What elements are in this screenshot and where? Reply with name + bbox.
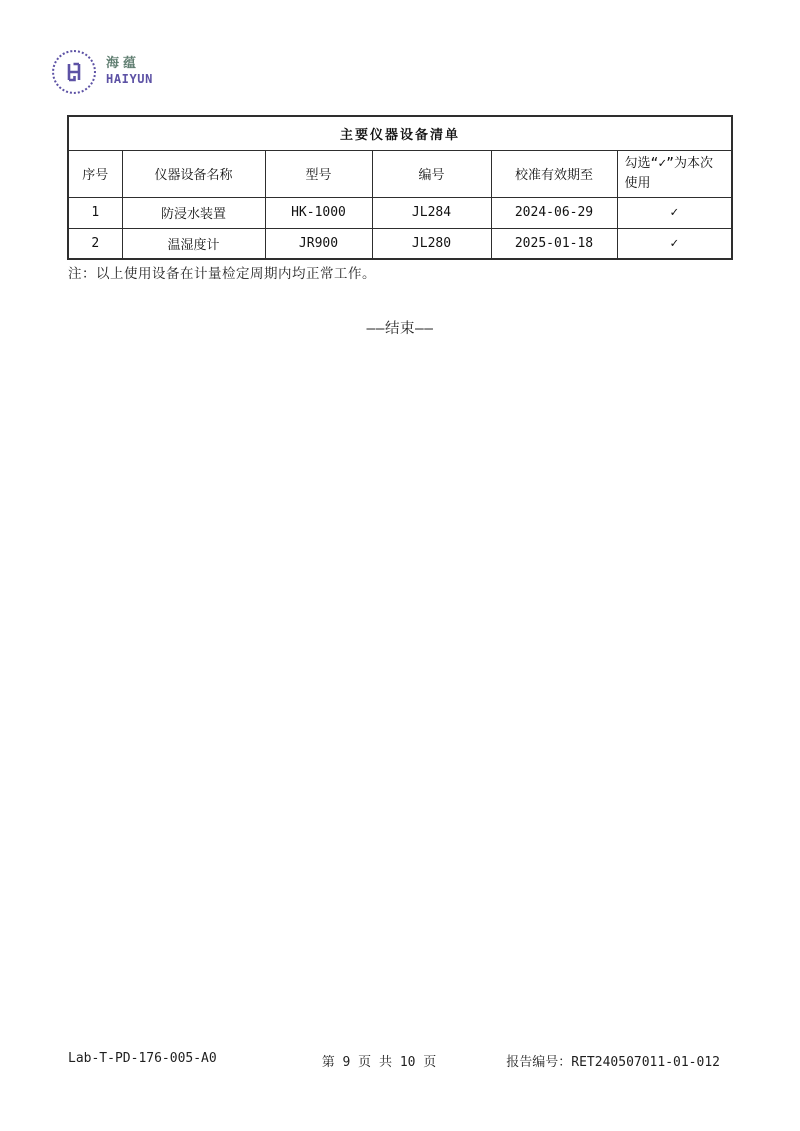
- cell-serial: JL284: [372, 197, 491, 228]
- header-cell-model: 型号: [265, 150, 372, 197]
- table-header-row: [68, 150, 732, 197]
- table-row: [68, 197, 732, 228]
- equipment-table: [67, 115, 733, 260]
- table-title-row: [68, 116, 732, 150]
- report-number: [506, 1051, 720, 1070]
- cell-serial: JL280: [372, 228, 491, 259]
- footer: [0, 1051, 800, 1071]
- haiyun-monogram-icon: [62, 60, 86, 84]
- cell-equipment-name: 防浸水装置: [122, 197, 265, 228]
- cell-checkmark: ✓: [617, 197, 732, 228]
- cell-model: HK-1000: [265, 197, 372, 228]
- cell-model: JR900: [265, 228, 372, 259]
- logo: [52, 50, 153, 94]
- report-number-label: 报告编号：: [506, 1055, 572, 1070]
- logo-text: [106, 56, 153, 87]
- cell-calibration-valid: 2024-06-29: [491, 197, 617, 228]
- report-number-value: RET240507011-01-012: [571, 1055, 720, 1070]
- header-cell-serial: 编号: [372, 150, 491, 197]
- end-marker: ——结束——: [366, 321, 434, 337]
- haiyun-logo-icon: [52, 50, 96, 94]
- header-cell-calibration-valid: 校准有效期至: [491, 150, 617, 197]
- note-text: 注：以上使用设备在计量检定周期内均正常工作。: [68, 266, 376, 282]
- cell-index: 2: [68, 228, 122, 259]
- cell-index: 1: [68, 197, 122, 228]
- cell-equipment-name: 温湿度计: [122, 228, 265, 259]
- doc-code: Lab-T-PD-176-005-A0: [68, 1051, 217, 1066]
- cell-checkmark: ✓: [617, 228, 732, 259]
- table-row: [68, 228, 732, 259]
- logo-text-cn: 海蕴: [106, 56, 141, 72]
- header-cell-checked-use: 勾选“✓”为本次使用: [617, 150, 732, 197]
- page-number: 第 9 页 共 10 页: [321, 1055, 437, 1070]
- logo-text-en: HAIYUN: [106, 72, 153, 86]
- header-cell-equipment-name: 仪器设备名称: [122, 150, 265, 197]
- table-title: 主要仪器设备清单: [68, 116, 732, 150]
- cell-calibration-valid: 2025-01-18: [491, 228, 617, 259]
- header-cell-index: 序号: [68, 150, 122, 197]
